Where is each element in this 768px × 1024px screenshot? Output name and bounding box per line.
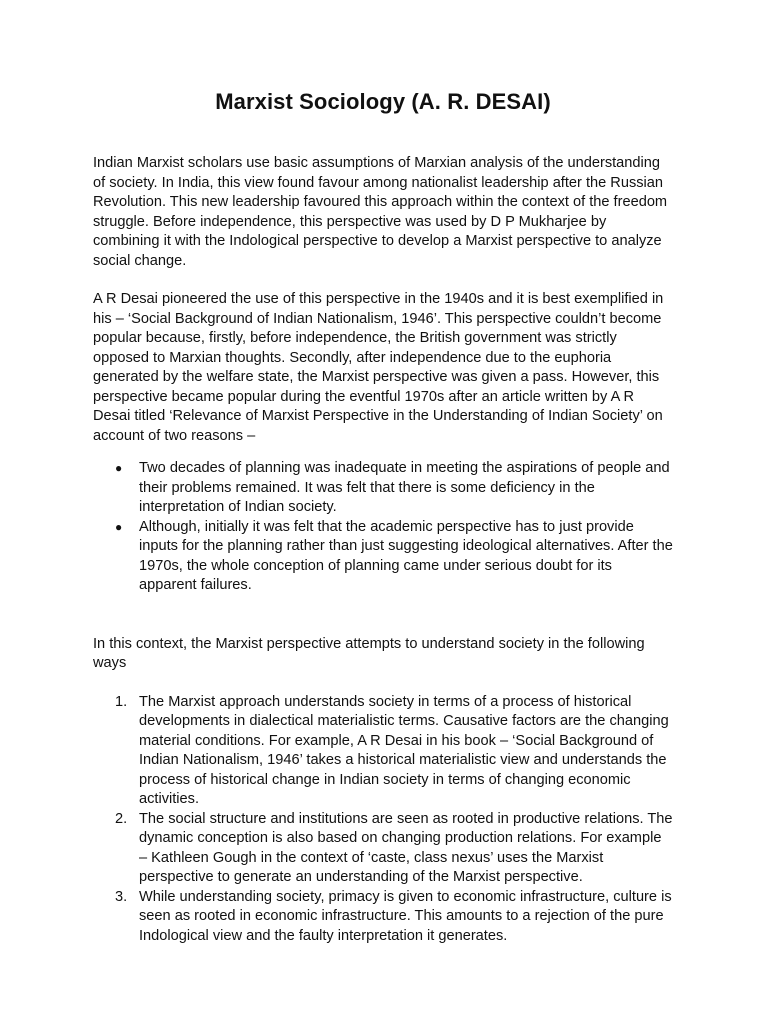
ways-numbered-list — [93, 693, 673, 947]
paragraph-intro: Indian Marxist scholars use basic assumptions of Marxian analysis of the understanding of society. In India, this view found favour among nationalist leadership after the Russian Revolution. This new leadership favoured this approach within the context of the freedom struggle. Before independence, this perspective was used by D P Mukharjee by combining it with the Indological perspective to develop a Marxist perspective to analyze social change. — [93, 155, 668, 269]
bullet-text: Although, initially it was felt that the academic perspective has to just provide inputs for the planning rather than just suggesting ideological alternatives. After the 1970s, the whole conception of planning came under serious doubt for its apparent failures. — [139, 518, 673, 593]
number-marker: 3. — [115, 888, 128, 905]
numbered-text: The Marxist approach understands society in terms of a process of historical developments in dialectical materialistic terms. Causative factors are the changing material conditions. For example, A R Desai in his book – ‘Social Background of Indian Nationalism, 1946’ takes a historical materialistic view and understands the process of historical change in Indian society in terms of changing economic activities. — [139, 693, 669, 807]
number-marker: 2. — [115, 810, 128, 827]
bullet-marker: ● — [115, 461, 123, 475]
bullet-marker: ● — [115, 519, 123, 534]
numbered-item — [93, 810, 673, 888]
numbered-text: The social structure and institutions are seen as rooted in productive relations. The dynamic conception is also based on changing production relations. For example – Kathleen Gough in the context of ‘caste, class nexus’ uses the Marxist perspective to generate an understanding of the Marxist perspective. — [139, 810, 673, 885]
paragraph-context: In this context, the Marxist perspective attempts to understand society in the following ways — [93, 635, 645, 671]
paragraph-desai: A R Desai pioneered the use of this perspective in the 1940s and it is best exemplified in his – ‘Social Background of Indian Nationalism, 1946’. This perspective couldn’t become popular because, firstly, before independence, the British government was strictly opposed to Marxian thoughts. Secondly, after independence due to the euphoria generated by the welfare state, the Marxist perspective was given a pass. However, this perspective became popular during the eventful 1970s after an article written by A R Desai titled ‘Relevance of Marxist Perspective in the Understanding of Indian Society’ on account of two reasons – — [93, 291, 664, 444]
bullet-item — [93, 518, 673, 596]
reasons-bullet-list — [93, 459, 673, 596]
numbered-item — [93, 888, 673, 947]
bullet-item — [93, 459, 673, 518]
numbered-text: While understanding society, primacy is given to economic infrastructure, culture is seen as rooted in economic infrastructure. This amounts to a rejection of the pure Indological view and the faulty interpretation it generates. — [139, 888, 672, 944]
document-title: Marxist Sociology (A. R. DESAI) — [215, 89, 551, 114]
number-marker: 1. — [115, 693, 128, 710]
bullet-text: Two decades of planning was inadequate in meeting the aspirations of people and their problems remained. It was felt that there is some deficiency in the interpretation of Indian society. — [139, 460, 670, 515]
numbered-item — [93, 693, 673, 810]
document-page — [93, 0, 673, 946]
